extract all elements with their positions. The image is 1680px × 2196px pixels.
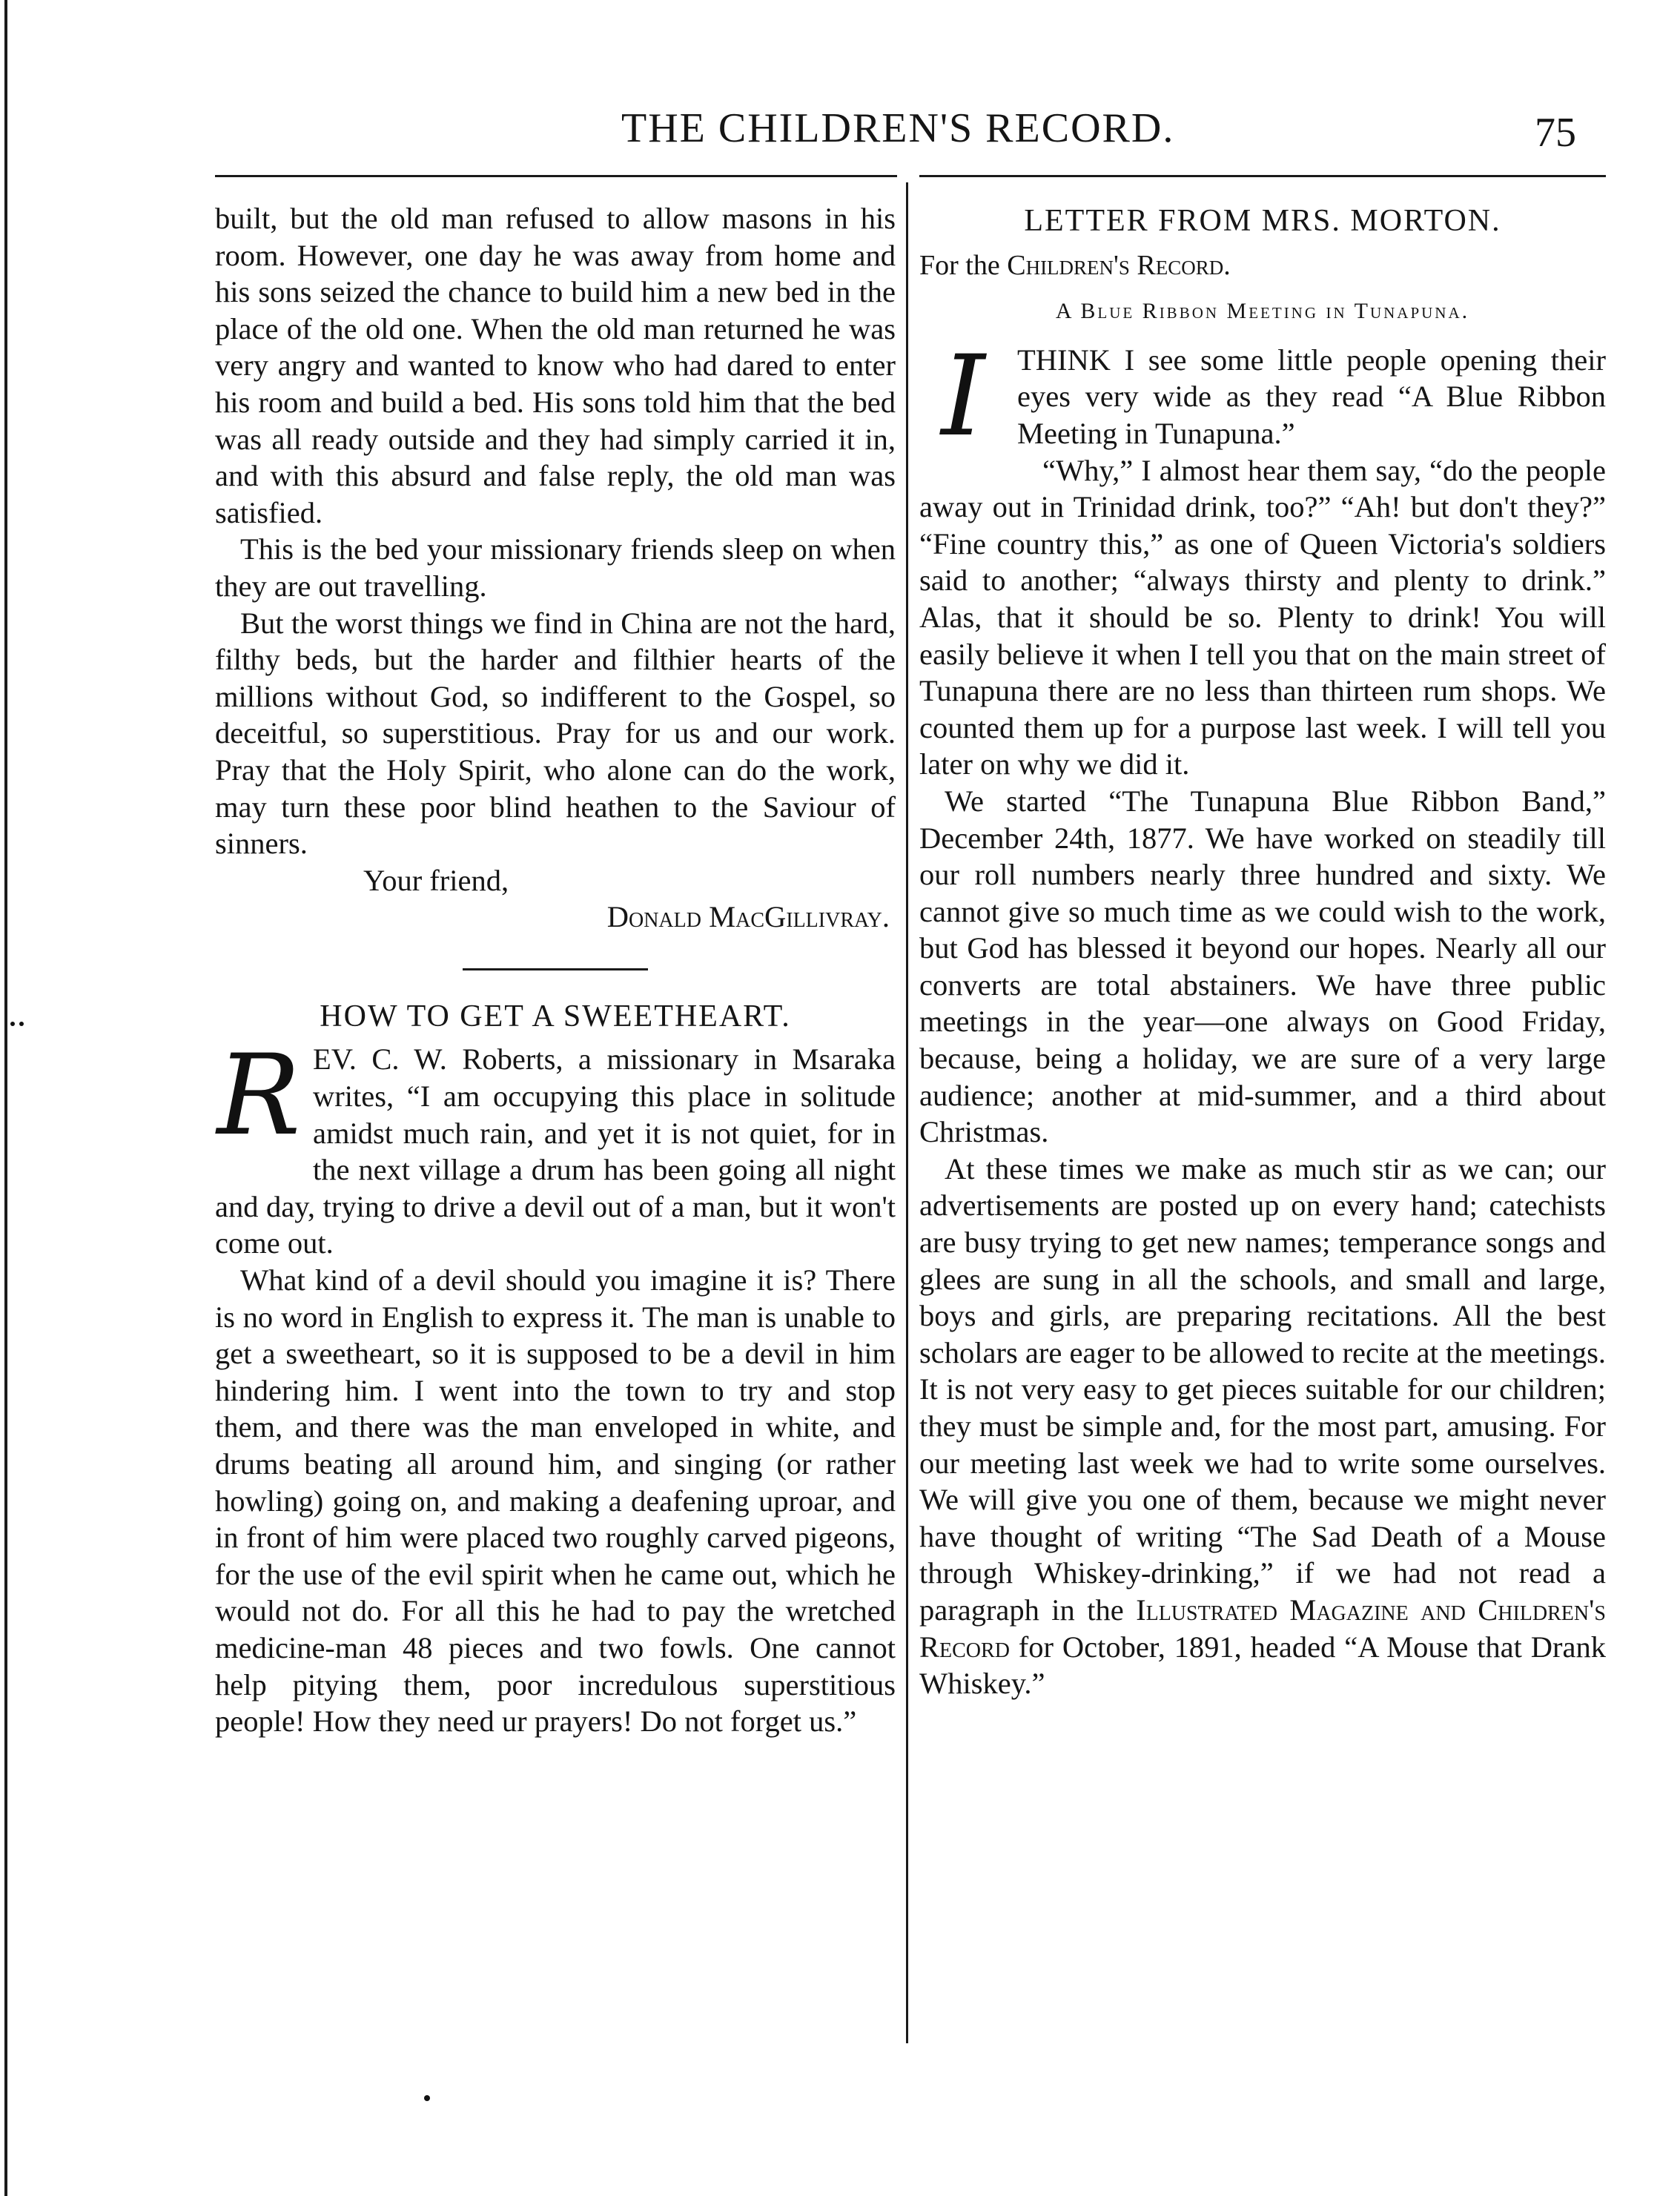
signoff-greeting: Your friend, [363,863,509,897]
paragraph-text: EV. C. W. Roberts, a missionary in Msaraka writes, “I am occupying this place in solitude amidst much rain, and yet it is not quiet, for in the next village a drum has been going all night and day, trying to drive a devil out of a man, but it won't come out. [215,1042,896,1260]
paragraph: “Why,” I almost hear them say, “do the people away out in Trinidad drink, too?” “Ah! but don't they?” “Fine country this,” as one of Queen Victoria's soldiers said to another; “always thirsty and plenty to drink.” Alas, that it should be so. Plenty to drink! You will easily believe it when I tell you that on the main street of Tunapuna there are no less than thirteen rum shops. We counted them up for a purpose last week. I will tell you later on why we did it. [919,453,1606,781]
right-column [919,200,1606,1702]
byline [919,248,1606,285]
paragraph [215,1031,896,1262]
paragraph-text: At these times we make as much stir as we can; our advertisements are posted up on every hand; catechists are busy trying to get new names; temperance songs and glees are sung in all the schools, and small and large, boys and girls, are preparing recitations. All the best scholars are eager to be allowed to recite at the meetings. It is not very easy to get pieces suitable for our children; they must be simple and, for the most part, amusing. For our meeting last week we had to write some ourselves. We will give you one of them, because we might never have thought of writing “The Sad Death of a Mouse through Whiskey-drinking,” if we had not read a paragraph in the [919,1151,1606,1627]
article-headline: LETTER FROM MRS. MORTON. [1024,204,1501,238]
paragraph: built, but the old man refused to allow masons in his room. However, one day he was away from home and his sons seized the chance to build him a new bed in the place of the old one. When the old man returned he was very angry and wanted to know who had dared to enter his room and build a bed. His sons told him that the bed was all ready outside and they had simply carried it in, and with this absurd and false reply, the old man was satisfied. [215,202,896,529]
signoff-name: Donald MacGillivray. [606,900,890,934]
article-subhead: A Blue Ribbon Meeting in Tunapuna. [1055,299,1470,324]
header-rule-right [919,175,1606,177]
paragraph-text: for October, 1891, headed “A Mouse that Drank Whiskey.” [919,1630,1606,1701]
paragraph [919,331,1606,461]
speck [424,2095,430,2101]
drop-cap: R [216,1031,301,1161]
paragraph: But the worst things we find in China are not the hard, filthy beds, but the harder and filthier hearts of the millions without God, so indifferent to the Gospel, so deceitful, so superstitious. Pray for us and our work. Pray that the Holy Spirit, who alone can do the work, may turn these poor blind heathen to the Saviour of sinners. [215,606,896,861]
page-number: 75 [1535,110,1576,156]
paragraph: This is the bed your missionary friends sleep on when they are out travelling. [215,532,896,603]
paragraph [919,1151,1606,1702]
publication-reference: Illustrated Magazine and Children's Record [919,1593,1606,1664]
column-divider [906,182,908,2043]
left-column [215,200,896,1740]
binding-edge [4,0,7,2196]
running-header [0,102,1680,169]
drop-cap: I [941,331,985,461]
byline-prefix: For the [919,249,1008,281]
article-headline: HOW TO GET A SWEETHEART. [320,999,791,1033]
paragraph-text: THINK I see some little people opening their eyes very wide as they read “A Blue Ribbon Meeting in Tunapuna.” [1017,343,1606,450]
section-divider [463,968,648,970]
paragraph: We started “The Tunapuna Blue Ribbon Band,” December 24th, 1877. We have worked on steadily till our roll numbers nearly three hundred and sixty. We cannot give so much time as we could wish to the work, but God has blessed it beyond our hopes. Nearly all our converts are total abstainers. We have three public meetings in the year—one always on Good Friday, because, being a holiday, we are sure of a very large audience; another at mid-summer, and a third about Christmas. [919,784,1606,1149]
publication-title: THE CHILDREN'S RECORD. [621,105,1175,151]
speck [19,1022,24,1026]
speck [10,1022,15,1026]
byline-publication: Children's Record. [1007,249,1231,281]
paragraph: What kind of a devil should you imagine it is? There is no word in English to express it. The man is unable to get a sweetheart, so it is supposed to be a devil in him hindering him. I went into the town to try and stop them, and there was the man enveloped in white, and drums beating all around him, and singing (or rather howling) going on, and making a deafening uproar, and in front of him were placed two roughly carved pigeons, for the use of the evil spirit when he came out, which he would not do. For all this he had to pay the wretched medicine-man 48 pieces and two fowls. One cannot help pitying them, poor incredulous superstitious people! How they need ur prayers! Do not forget us.” [215,1263,896,1739]
header-rule-left [215,175,897,177]
